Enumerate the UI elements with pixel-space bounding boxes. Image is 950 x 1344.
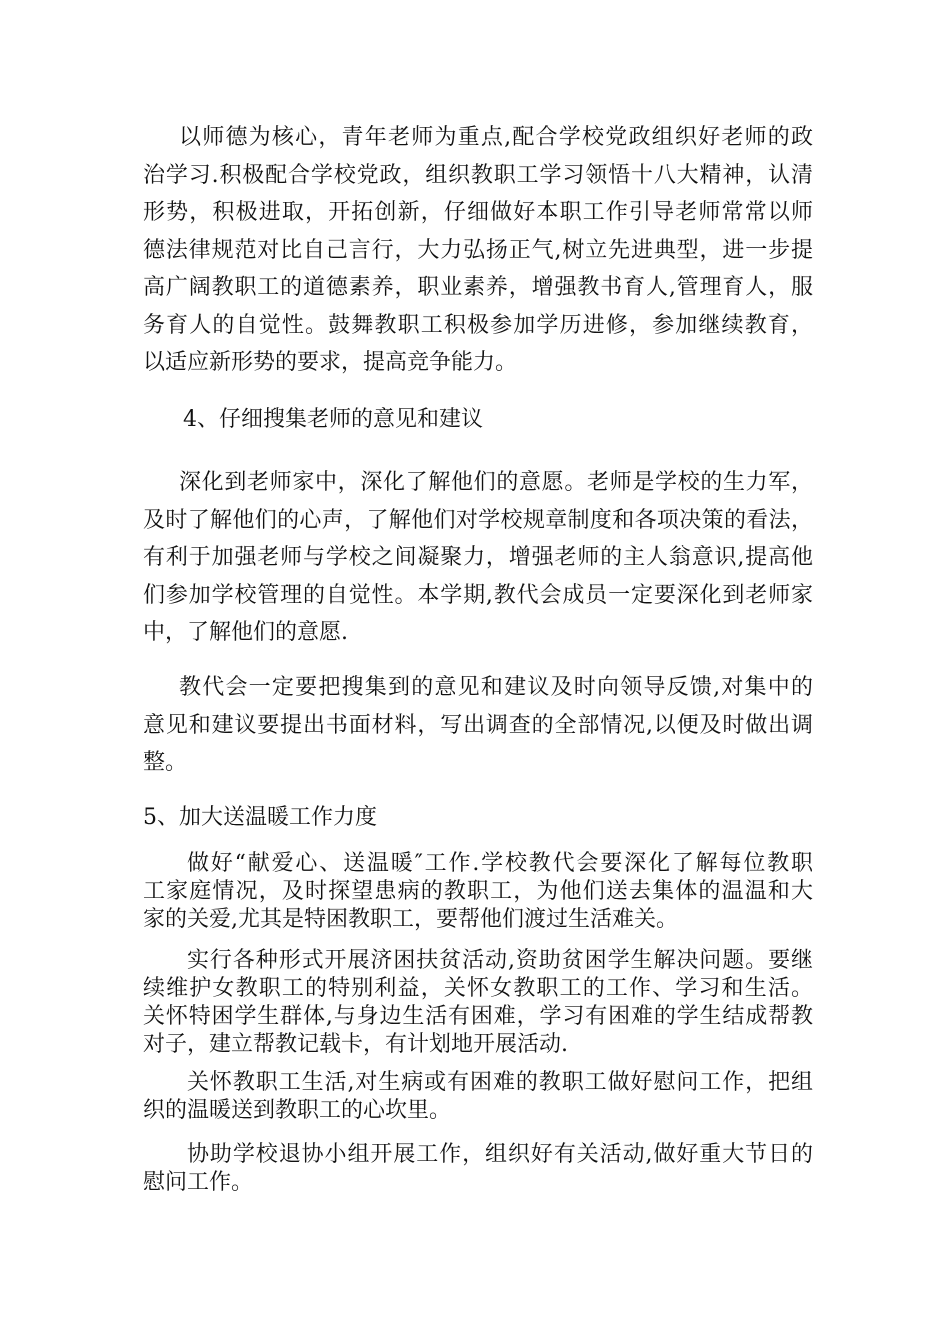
section-5-paragraph-1 [143,850,813,934]
text-line: 意见和建议要提出书面材料，写出调查的全部情况,以便及时做出调 [143,712,813,738]
text-line: 续维护女教职工的特别利益，关怀女教职工的工作、学习和生活。 [143,976,813,1001]
section-5-paragraph-4 [143,1141,813,1197]
text-line: 织的温暖送到教职工的心坎里。 [143,1098,452,1123]
text-line: 形势，积极进取，开拓创新，仔细做好本职工作引导老师常常以师 [143,200,813,225]
text-line: 们参加学校管理的自觉性。本学期,教代会成员一定要深化到老师家 [143,582,813,608]
section-5-paragraph-3 [143,1069,813,1125]
text-line: 德法律规范对比自己言行，大力弘扬正气,树立先进典型，进一步提 [143,237,813,263]
text-line: 治学习.积极配合学校党政，组织教职工学习领悟十八大精神，认清 [143,162,813,188]
text-line: 教代会一定要把搜集到的意见和建议及时向领导反馈,对集中的 [179,675,813,700]
text-line: 做好“献爱心、送温暖″工作.学校教代会要深化了解每位教职 [187,851,813,876]
intro-paragraph [143,119,813,382]
section-heading-5: 5、加大送温暖工作力度 [143,805,377,830]
text-line: 慰问工作。 [143,1170,254,1195]
text-line: 整。 [143,750,188,775]
text-line: 务育人的自觉性。鼓舞教职工积极参加学历进修，参加继续教育， [143,312,813,338]
section-4-paragraph-2 [143,669,813,782]
text-line: 关怀教职工生活,对生病或有困难的教职工做好慰问工作，把组 [187,1070,813,1095]
text-line: 协助学校退协小组开展工作，组织好有关活动,做好重大节日的 [187,1142,813,1167]
text-line: 对子，建立帮教记载卡，有计划地开展活动. [143,1032,568,1057]
text-line: 工家庭情况，及时探望患病的教职工，为他们送去集体的温温和大 [143,879,813,904]
text-line: 关怀特困学生群体,与身边生活有困难，学习有困难的学生结成帮教 [143,1004,813,1029]
text-line: 及时了解他们的心声，了解他们对学校规章制度和各项决策的看法， [143,507,813,533]
text-line: 深化到老师家中，深化了解他们的意愿。老师是学校的生力军， [179,470,813,495]
text-line: 有利于加强老师与学校之间凝聚力，增强老师的主人翁意识,提高他 [143,545,813,570]
text-line: 中，了解他们的意愿. [143,620,348,645]
text-line: 家的关爱,尤其是特困教职工，要帮他们渡过生活难关。 [143,907,678,932]
text-line: 以师德为核心，青年老师为重点,配合学校党政组织好老师的政 [179,125,813,150]
text-line: 高广阔教职工的道德素养，职业素养，增强教书育人,管理育人，服 [143,275,813,300]
section-5-paragraph-2 [143,947,813,1059]
section-heading-4: 4、仔细搜集老师的意见和建议 [183,407,483,432]
text-line: 以适应新形势的要求，提高竞争能力。 [143,350,518,375]
section-4-paragraph-1 [143,464,813,652]
text-line: 实行各种形式开展济困扶贫活动,资助贫困学生解决问题。要继 [187,948,813,973]
